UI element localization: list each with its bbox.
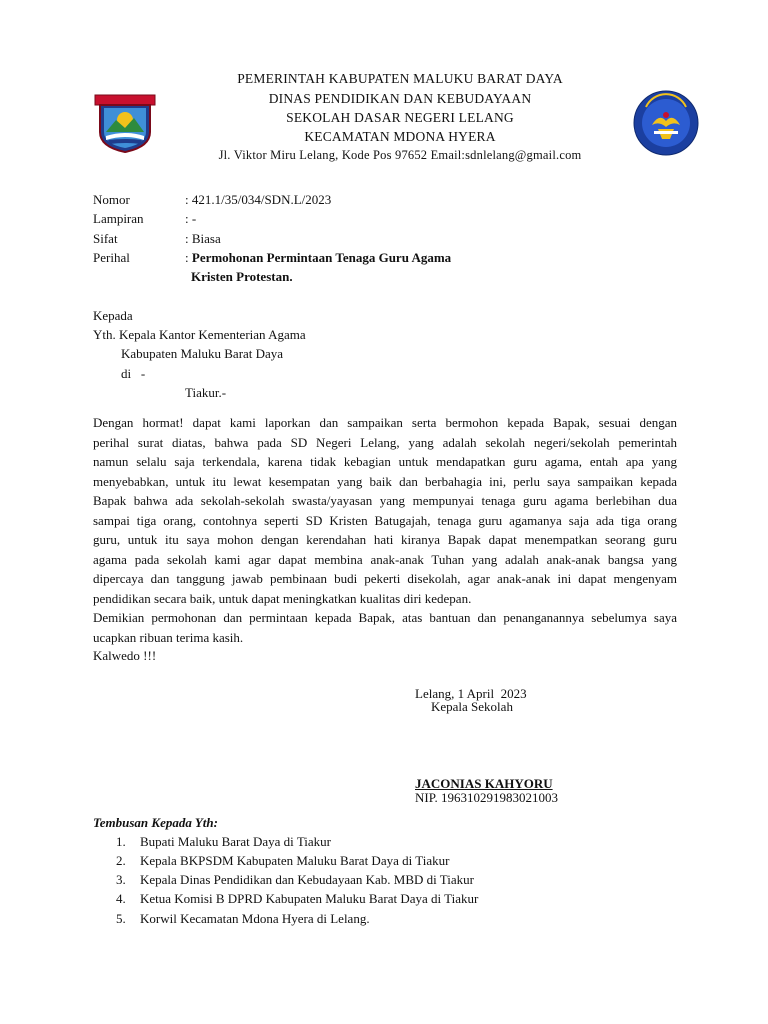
recipient-kepada: Kepada <box>93 308 133 323</box>
body-line: perihal surat diatas, bahwa pada SD Negeri Lelang, yang adalah sekolah negeri/sekolah pemerintah <box>93 434 677 450</box>
cc-number: 3. <box>116 872 126 887</box>
recipient-yth: Yth. Kepala Kantor Kementerian Agama <box>93 327 306 342</box>
sifat-value: : Biasa <box>185 231 221 246</box>
cc-item <box>116 911 370 927</box>
body-paragraph-1 <box>93 413 677 608</box>
perihal-value <box>185 250 451 266</box>
recipient-kabupaten: Kabupaten Maluku Barat Daya <box>121 346 284 361</box>
nomor-value: : 421.1/35/034/SDN.L/2023 <box>185 192 332 207</box>
cc-item <box>116 834 331 850</box>
cc-number: 1. <box>116 834 126 849</box>
header-district: KECAMATAN MDONA HYERA <box>304 129 496 144</box>
recipient-city: Tiakur.- <box>185 385 227 400</box>
cc-text: Bupati Maluku Barat Daya di Tiakur <box>140 834 332 849</box>
regency-logo <box>94 92 156 154</box>
header-address: Jl. Viktor Miru Lelang, Kode Pos 97652 Email:sdnlelang@gmail.com <box>218 148 582 162</box>
body-line: dipercaya dan tanggung jawab pembinaan budi pekerti disekolah, agar anak-anak ini dapat mengenyam <box>93 571 677 586</box>
perihal-subject-line-2: Kristen Protestan. <box>191 269 293 284</box>
body-line: pendidikan secara baik, untuk dapat meningkatkan kualitas diri kedepan. <box>93 590 472 606</box>
cc-text: Kepala BKPSDM Kabupaten Maluku Barat Daya di Tiakur <box>140 853 450 868</box>
lampiran-label: Lampiran <box>93 211 144 226</box>
perihal-colon: : <box>185 250 192 265</box>
closing-greeting: Kalwedo !!! <box>93 648 157 663</box>
cc-item <box>116 891 478 907</box>
body-line: Bapak bahwa ada sekolah-sekolah swasta/yayasan yang mempunyai tenaga guru agama berlebihan dua <box>93 493 677 508</box>
header-department: DINAS PENDIDIKAN DAN KEBUDAYAAN <box>268 91 532 106</box>
cc-text: Ketua Komisi B DPRD Kabupaten Maluku Barat Daya di Tiakur <box>140 891 479 906</box>
lampiran-value: : - <box>185 211 197 226</box>
nomor-label: Nomor <box>93 192 130 207</box>
perihal-subject-line-1: Permohonan Permintaan Tenaga Guru Agama <box>191 250 452 265</box>
cc-number: 5. <box>116 911 126 926</box>
cc-number: 2. <box>116 853 126 868</box>
cc-text: Kepala Dinas Pendidikan dan Kebudayaan Kab. MBD di Tiakur <box>140 872 474 887</box>
place-date: Lelang, 1 April 2023 <box>415 686 527 701</box>
header-school: SEKOLAH DASAR NEGERI LELANG <box>286 110 514 125</box>
cc-item <box>116 853 449 869</box>
cc-title: Tembusan Kepada Yth: <box>93 815 218 830</box>
body-line: ucapkan ribuan terima kasih. <box>93 629 244 645</box>
body-line: sampai tiga orang, contohnya seperti SD Kristen Batugajah, tenaga guru agamanya saja ada tiga orang <box>93 512 677 528</box>
body-line: Dengan hormat! dapat kami laporkan dan sampaikan serta bermohon kepada Bapak, sesuai dengan <box>93 415 677 430</box>
body-line: guru, untuk itu saya mohon dengan kerendahan hati kiranya Bapak dapat menempatkan seorang guru <box>93 532 677 547</box>
perihal-label: Perihal <box>93 250 130 265</box>
body-paragraph-2 <box>93 608 677 647</box>
signatory-position: Kepala Sekolah <box>431 699 513 714</box>
body-line: menyebabkan, untuk itu lewat kesempatan yang baik dan berbahagia ini, perlu saya sampaikan kepada <box>93 473 677 489</box>
body-line: Demikian permohonan dan permintaan kepada Bapak, atas bantuan dan penanganannya sebelumya saya <box>93 610 677 625</box>
signatory-name: JACONIAS KAHYORU <box>415 776 553 791</box>
recipient-di: di - <box>121 366 146 381</box>
header-government: PEMERINTAH KABUPATEN MALUKU BARAT DAYA <box>237 71 563 86</box>
sifat-label: Sifat <box>93 231 118 246</box>
cc-text: Korwil Kecamatan Mdona Hyera di Lelang. <box>140 911 370 926</box>
signatory-nip: NIP. 196310291983021003 <box>415 790 559 805</box>
cc-number: 4. <box>116 891 126 906</box>
body-line: namun selalu saja terkendala, karena tidak kebagian untuk mendapatkan guru agama, entah apa yang <box>93 454 677 469</box>
cc-item <box>116 872 474 888</box>
body-line: agama pada sekolah kami agar dapat membina anak-anak Tuhan yang adalah anak-anak bangsa yang <box>93 551 677 567</box>
